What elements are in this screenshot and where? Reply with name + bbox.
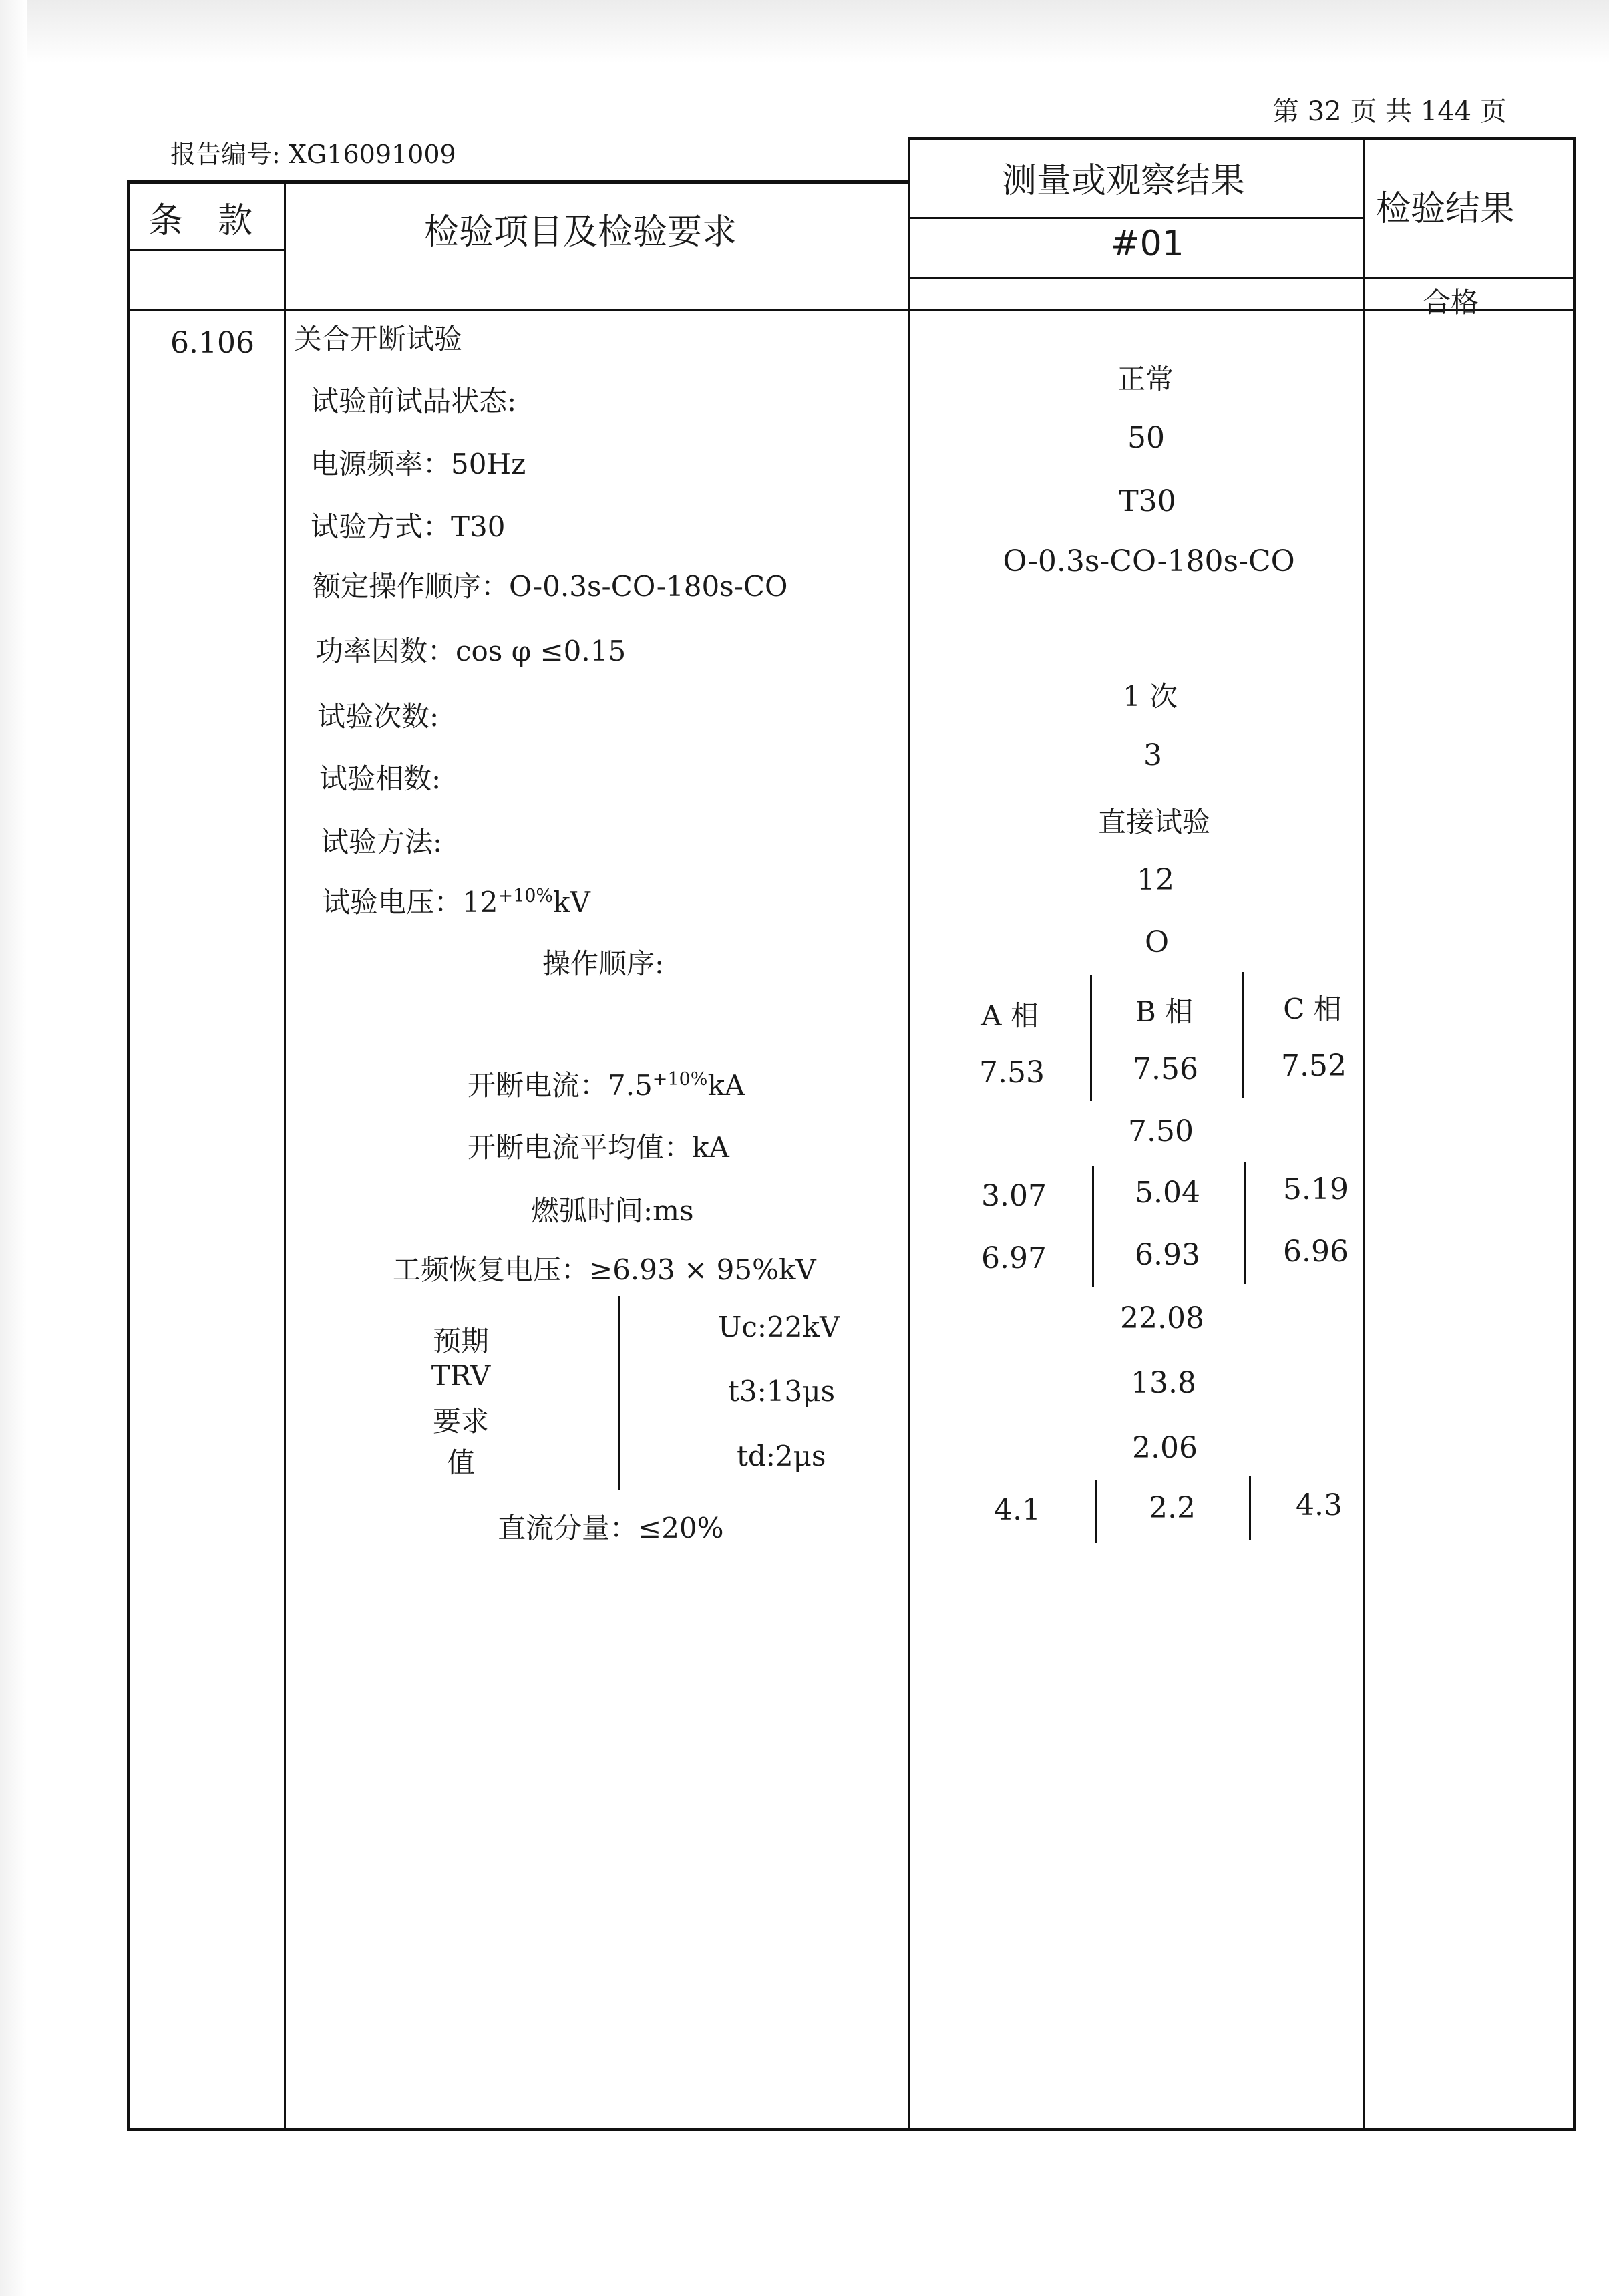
breaking-current-avg: 7.50: [1128, 1114, 1194, 1148]
label-test-voltage: [322, 880, 590, 921]
arcing-time-a: 3.07: [981, 1179, 1047, 1213]
recovery-voltage-c: 6.96: [1283, 1235, 1349, 1269]
value-test-voltage: 12: [1137, 863, 1174, 897]
phase-c-header: C 相: [1283, 993, 1342, 1025]
table-divider-item: [908, 137, 910, 2130]
phase-b-header: B 相: [1135, 995, 1194, 1028]
breaking-current-tolerance: +10%: [652, 1069, 708, 1090]
label-test-method: 试验方法:: [321, 826, 443, 858]
clause-number: 6.106: [170, 326, 254, 360]
header-bottom-rule-2: [910, 277, 1574, 279]
value-operating-sequence: O-0.3s-CO-180s-CO: [1003, 544, 1295, 579]
header-divider-measure: [910, 217, 1364, 219]
table-divider-clause: [284, 180, 286, 2130]
label-trv-line4: 值: [446, 1446, 476, 1479]
header-bottom-rule: [128, 309, 1574, 311]
test-voltage-text: 试验电压：12: [322, 886, 498, 919]
label-frequency: 电源频率：50Hz: [311, 448, 526, 480]
header-item: 检验项目及检验要求: [424, 212, 737, 253]
label-trv-line3: 要求: [432, 1405, 490, 1438]
phase-divider-ab-2: [1092, 1166, 1094, 1287]
table-border-bottom: [127, 2128, 1576, 2131]
breaking-current-text: 开断电流：7.5: [468, 1069, 653, 1102]
trv-t3-value: 13.8: [1131, 1366, 1196, 1400]
label-trv-line1: 预期: [432, 1325, 490, 1357]
test-voltage-tolerance: +10%: [498, 886, 554, 907]
label-trv-td: td:2μs: [737, 1440, 826, 1472]
label-test-count: 试验次数:: [317, 700, 439, 733]
label-sample-state: 试验前试品状态:: [311, 385, 517, 418]
value-frequency: 50: [1127, 421, 1165, 455]
recovery-voltage-a: 6.97: [981, 1241, 1047, 1275]
breaking-current-b: 7.56: [1133, 1052, 1198, 1086]
label-breaking-current-avg: 开断电流平均值：kA: [468, 1131, 729, 1164]
header-measurement: 测量或观察结果: [1002, 161, 1246, 201]
header-divider-clause: [128, 249, 285, 251]
value-test-phases: 3: [1143, 738, 1162, 772]
label-power-factor: 功率因数：cos φ ≤0.15: [315, 635, 627, 667]
phase-divider-ab-3: [1095, 1480, 1097, 1543]
trv-divider: [618, 1296, 620, 1490]
header-sample: #01: [1111, 224, 1184, 264]
breaking-current-unit: kA: [707, 1069, 745, 1102]
breaking-current-c: 7.52: [1281, 1049, 1347, 1083]
table-border-left: [127, 180, 130, 2131]
header-clause: 条 款: [148, 201, 253, 241]
report-number: 报告编号: XG16091009: [170, 140, 456, 169]
result-text: 合格: [1423, 286, 1479, 319]
table-border-top: [127, 180, 908, 184]
test-voltage-unit: kV: [553, 886, 590, 919]
trv-td-value: 2.06: [1132, 1431, 1198, 1465]
arcing-time-b: 5.04: [1135, 1176, 1200, 1210]
value-sample-state: 正常: [1117, 363, 1174, 395]
arcing-time-c: 5.19: [1283, 1172, 1349, 1206]
phase-a-header: A 相: [981, 999, 1039, 1032]
label-test-mode: 试验方式：T30: [311, 510, 506, 543]
value-test-mode: T30: [1119, 484, 1176, 518]
label-recovery-voltage: 工频恢复电压：≥6.93 × 95%kV: [393, 1253, 816, 1286]
label-breaking-current: [468, 1063, 745, 1104]
phase-divider-ab-1: [1090, 975, 1092, 1101]
table-border-right: [1573, 137, 1576, 2131]
phase-divider-bc-1: [1242, 972, 1244, 1098]
trv-uc-value: 22.08: [1120, 1301, 1204, 1335]
scan-shadow-top: [0, 0, 1609, 63]
breaking-current-a: 7.53: [979, 1055, 1045, 1090]
dc-component-c: 4.3: [1296, 1488, 1343, 1522]
label-arcing-time: 燃弧时间:ms: [531, 1194, 694, 1227]
scan-shadow-left: [0, 0, 27, 2296]
recovery-voltage-b: 6.93: [1135, 1238, 1200, 1272]
value-test-method: 直接试验: [1097, 806, 1211, 838]
value-test-count: 1 次: [1122, 680, 1178, 713]
phase-divider-bc-3: [1249, 1476, 1251, 1540]
label-operating-sequence: 额定操作顺序：O-0.3s-CO-180s-CO: [313, 570, 788, 603]
table-divider-result: [1363, 137, 1365, 2130]
dc-component-a: 4.1: [994, 1493, 1041, 1527]
label-trv-t3: t3:13μs: [728, 1375, 836, 1408]
page-number: 第 32 页 共 144 页: [1272, 96, 1507, 127]
value-op-sequence: O: [1144, 925, 1170, 959]
label-trv-uc: Uc:22kV: [718, 1311, 840, 1343]
label-op-sequence: 操作顺序:: [542, 947, 665, 980]
dc-component-b: 2.2: [1149, 1491, 1196, 1525]
test-title: 关合开断试验: [294, 323, 463, 355]
label-test-phases: 试验相数:: [319, 762, 441, 795]
label-trv-line2: TRV: [431, 1359, 491, 1392]
label-dc-component: 直流分量：≤20%: [498, 1512, 724, 1544]
header-result: 检验结果: [1376, 189, 1515, 229]
phase-divider-bc-2: [1244, 1162, 1246, 1284]
table-border-top-right: [908, 137, 1576, 140]
